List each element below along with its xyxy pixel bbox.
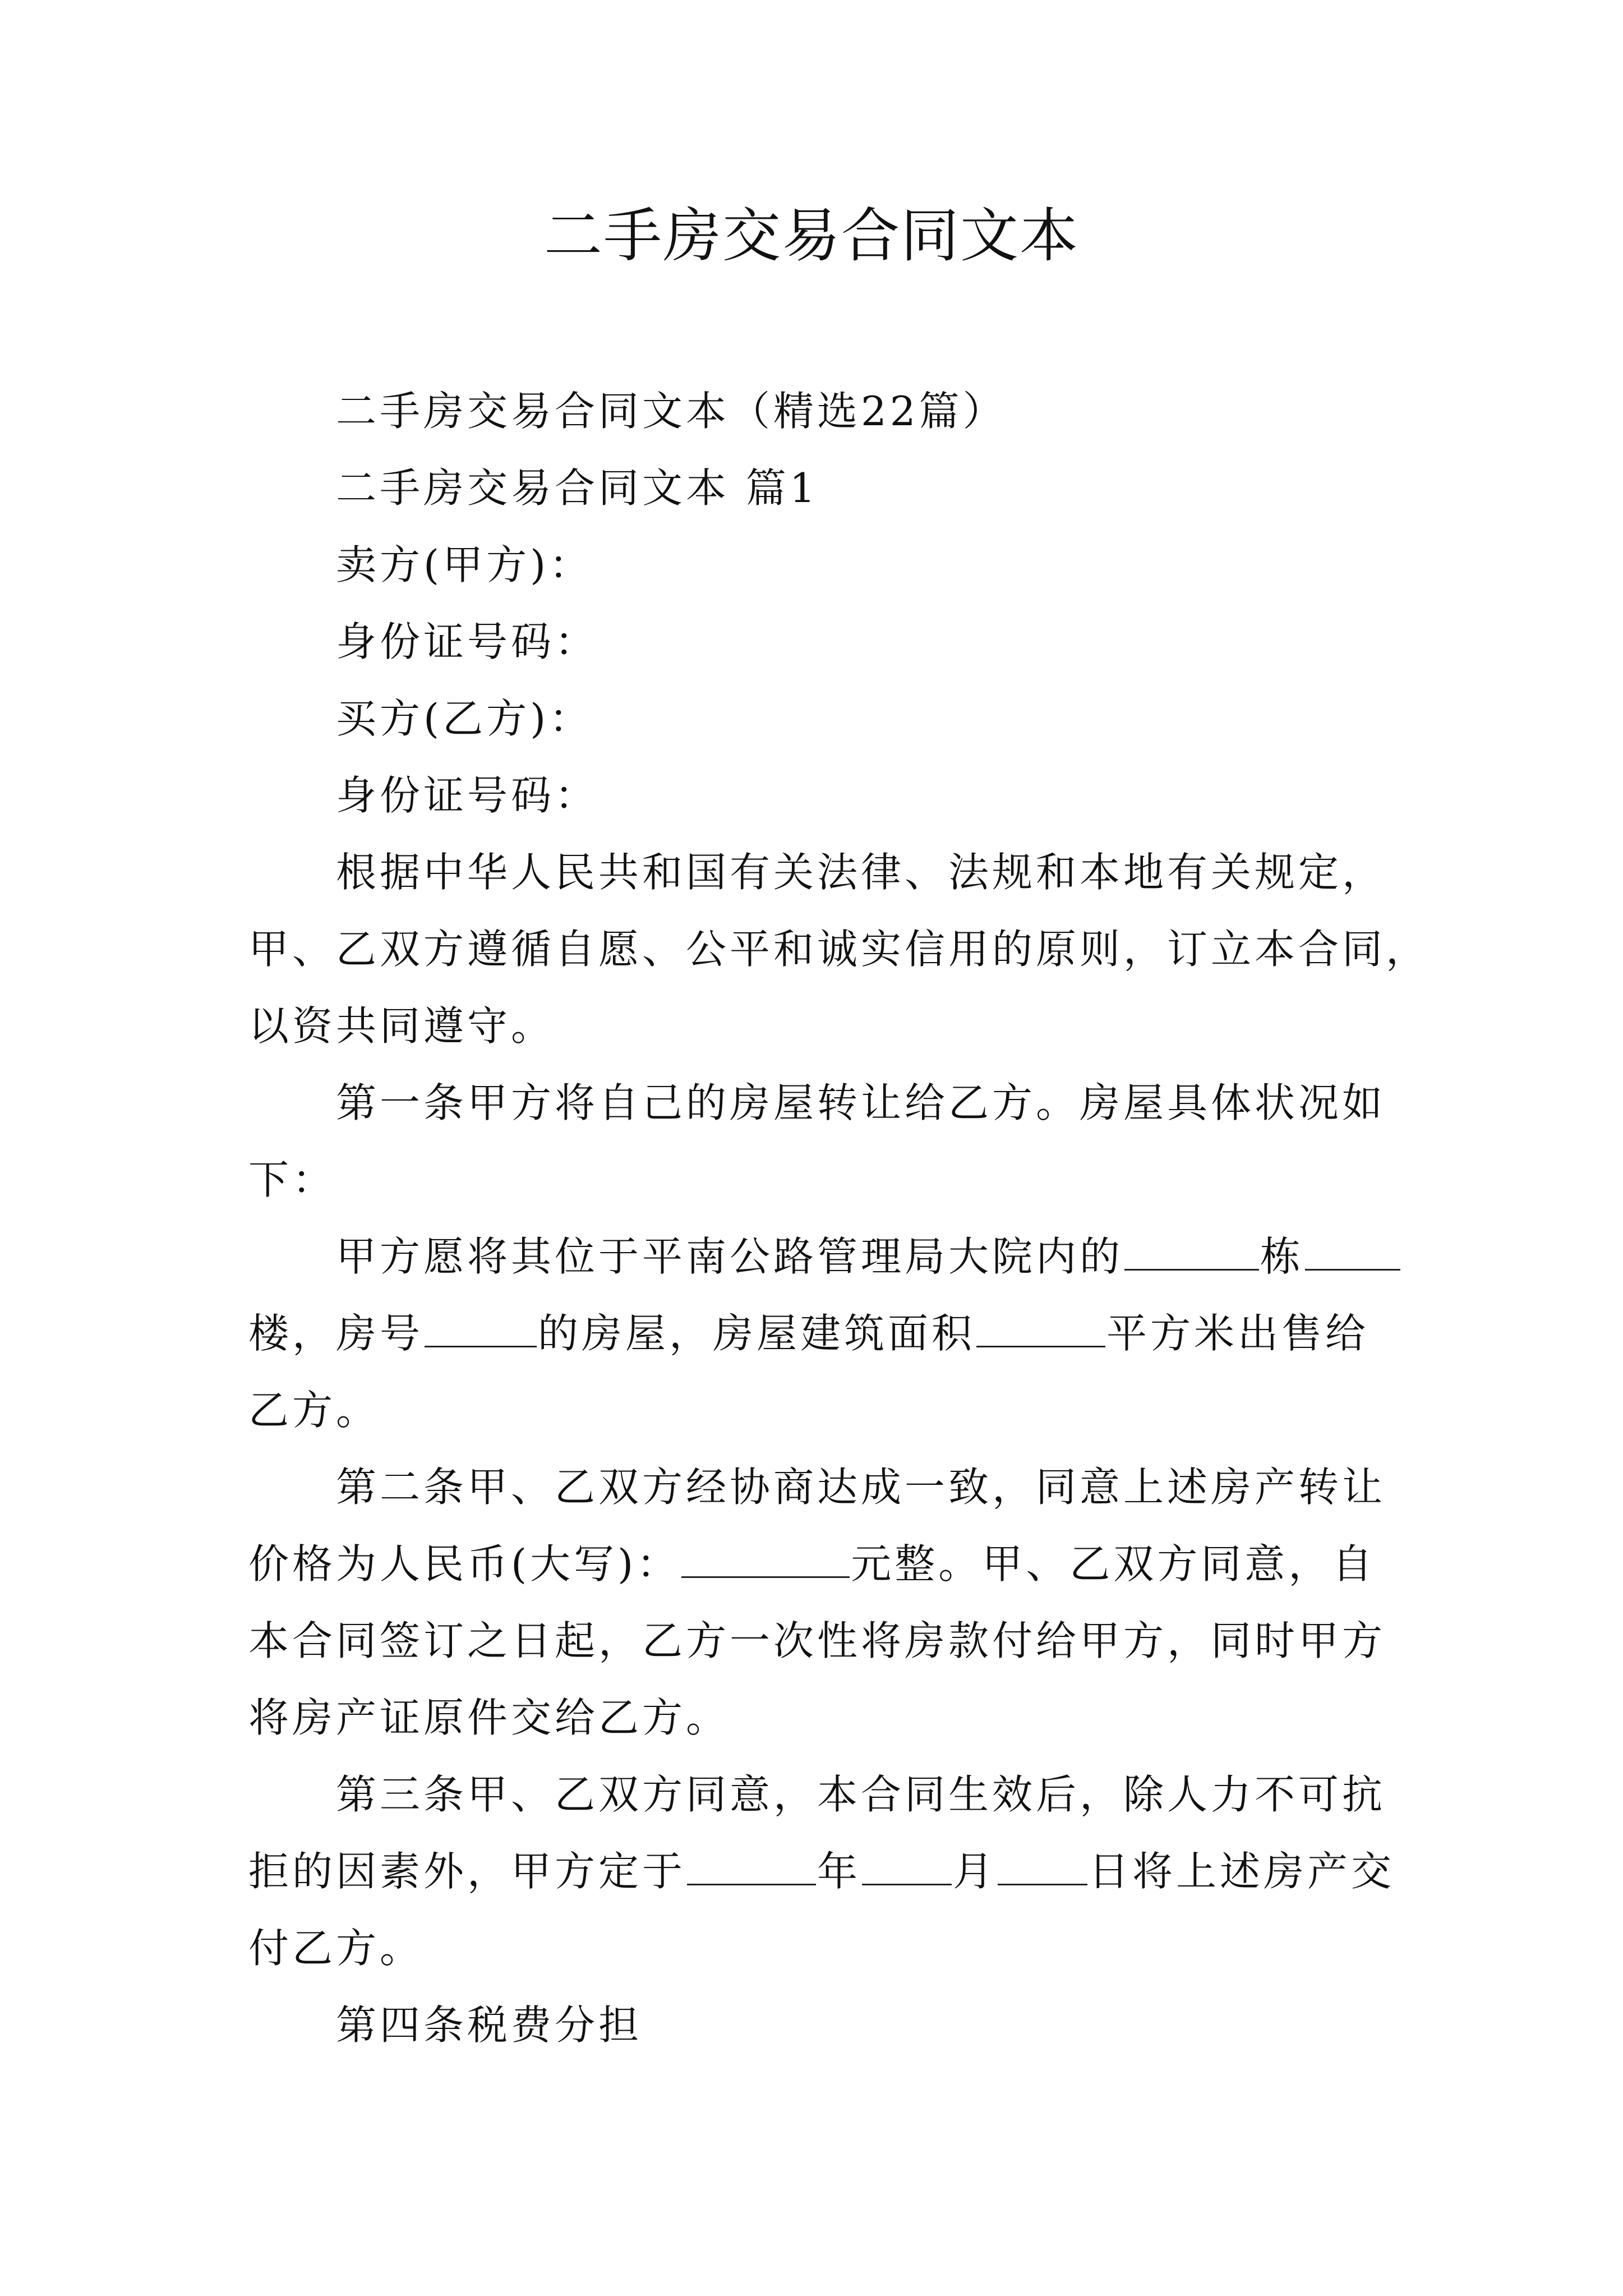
price-blank [681,1539,850,1578]
buyer-label: 买方(乙方)： [336,695,593,742]
article2-line [248,1526,1387,1603]
preamble-line: 甲、乙双方遵循自愿、公平和诚实信用的原则，订立本合同， [248,926,1430,973]
article2-text: 元整。甲、乙双方同意，自 [851,1540,1376,1588]
article3-text: 年 [817,1848,861,1895]
article2-line: 本合同签订之日起，乙方一次性将房款付给甲方，同时甲方 [248,1617,1386,1664]
document-title: 二手房交易合同文本 [543,201,1079,270]
property-text: 栋 [1260,1233,1304,1280]
month-blank [862,1847,952,1885]
article1-line: 下： [248,1156,336,1203]
room-number-blank [425,1309,537,1347]
preamble-line: 以资共同遵守。 [248,1002,555,1050]
article2-line: 第二条甲、乙双方经协商达成一致，同意上述房产转让 [336,1464,1386,1511]
document-body [248,373,1430,2064]
buyer-id-label: 身份证号码： [336,772,599,819]
property-line [248,1295,1387,1372]
article3-line [248,1833,1395,1910]
preamble-line: 根据中华人民共和国有关法律、法规和本地有关规定， [336,849,1386,896]
article3-line: 付乙方。 [248,1925,424,1972]
property-text: 平方米出售给 [1106,1310,1370,1357]
property-text: 甲方愿将其位于平南公路管理局大院内的 [336,1233,1124,1280]
article1-line: 第一条甲方将自己的房屋转让给乙方。房屋具体状况如 [336,1079,1386,1126]
day-blank [998,1847,1087,1885]
article3-line: 第三条甲、乙双方同意，本合同生效后，除人力不可抗 [336,1771,1386,1818]
property-text: 楼，房号 [248,1310,424,1357]
article4-heading: 第四条税费分担 [336,2001,643,2049]
seller-id-label: 身份证号码： [336,618,599,665]
property-line [248,1218,1387,1295]
floor-blank [1305,1232,1400,1271]
seller-label: 卖方(甲方)： [336,541,593,588]
article3-text: 拒的因素外，甲方定于 [248,1848,686,1895]
article2-text: 价格为人民币(大写)： [248,1540,681,1588]
article3-text: 日将上述房产交 [1089,1848,1395,1895]
building-blank [1124,1232,1259,1271]
document-subtitle: 二手房交易合同文本（精选22篇） [336,388,1007,435]
property-text: 的房屋，房屋建筑面积 [538,1310,976,1357]
year-blank [687,1847,816,1885]
article3-text: 月 [953,1848,997,1895]
property-line: 乙方。 [248,1387,380,1434]
area-blank [976,1309,1105,1347]
article2-line: 将房产证原件交给乙方。 [248,1694,730,1741]
section-heading: 二手房交易合同文本 篇1 [336,464,819,512]
